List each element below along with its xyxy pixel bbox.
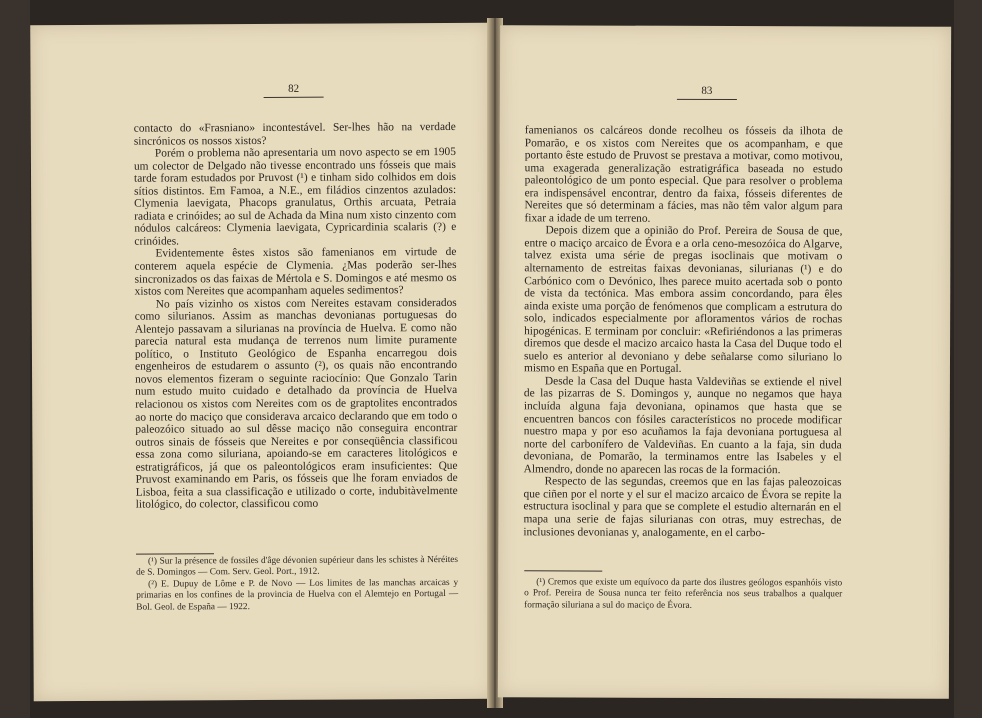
footnote-rule [136, 553, 214, 554]
paragraph: Evidentemente êstes xistos são famenianos em virtude de conterem aquela espécie de Clymenia. ¿Mas poderão ser-lhes sincronizados os das faixas de Mértola e S. Domingos e até mesmo os xistos com Nereites que acompanham aqueles sedimentos? [134, 246, 457, 298]
footnote: (²) E. Dupuy de Lôme e P. de Novo — Los limites de las manchas arcaicas y primarias en los confines de la provincia de Huelva con el Alemtejo en Portugal — Bol. Geol. de España — 1922. [136, 577, 459, 613]
paragraph: Desde la Casa del Duque hasta Valdeviñas se extiende el nivel de las pizarras de S. Domingos y, aunque no negamos que haya incluída alguna faja devoniana, opinamos que hasta que se encuentren bancos con fósiles característicos no procede modificar nuestro mapa y por eso acuñamos la faja devoniana portuguesa al norte del carbonífero de Valdeviñas. En cuanto a la faja, sin duda devoniana, de Pomarão, la terminamos entre las Isabeles y el Almendro, donde no aparecen las rocas de la formación. [523, 375, 842, 476]
left-footnotes [136, 555, 458, 614]
paragraph: No país vizinho os xistos com Nereites estavam considerados como silurianos. Assim as manchas devonianas portuguesas do Alentejo passavam a silurianas na província de Huelva. E como não parecia natural esta mudança de terrenos num limite puramente político, o Instituto Geológico de Espanha encarregou dois engenheiros de estudarem o assunto (²), os quais não encontrando novos elementos fizeram o seguinte raciocínio: Que Gonzalo Tarin num estudo muito cuidado e detalhado da província de Huelva relacionou os xistos com Nereites com os de graptolites encontrados ao norte do maciço que considerava arcaico declarando que em todo o paleozóico situado ao sul dêsse maciço não conseguira encontrar outros sinais de fósseis que Nereites e por conseqüência classificou essa zona como siluriana, apoiando-se em caracteres litológicos e estratigráficos, já que os paleontológicos eram insuficientes: Que Pruvost examinando em Paris, os fósseis que lhe foram enviados de Lisboa, feita a sua classificação e utilizado o corte, indubitàvelmente litológico, do colector, classificou como [134, 296, 458, 512]
paragraph: Porém o problema não apresentaria um novo aspecto se em 1905 um colector de Delgado não tivesse encontrado uns fósseis que mais tarde foram estudados por Pruvost (¹) e tinham sido colhidos em dois sítios distintos. Em Famoa, a N.E., em filádios cinzentos azulados: Clymenia laevigata, Phacops granulatus, Orthis arcuata, Petraia radiata e crinóides; ao sul de Achada da Mina num xisto cinzento com nódulos calcáreos: Clymenia laevigata, Cypricardinia scalaris (?) e crinóides. [133, 146, 457, 248]
right-footnotes [524, 577, 842, 612]
paragraph: famenianos os calcáreos donde recolheu os fósseis da ilhota de Pomarão, e os xistos com Nereites que os acompanham, e que portanto êste estudo de Pruvost se prestava a motivar, como motivou, uma exagerada generalização estratigráfica baseada no estudo paleontológico de um ponto especial. Que para resolver o problema era indispensável encontrar, dentro da faixa, fósseis diferentes de Nereites que só determinam a fácies, mas não têm valor algum para fixar a idade de um terreno. [524, 124, 843, 225]
left-body-text [134, 121, 458, 512]
background-right [954, 0, 982, 718]
left-page [30, 23, 493, 701]
paragraph: Depois dizem que a opinião do Prof. Pereira de Sousa de que, entre o maciço arcaico de Évora e a orla ceno-mesozóica do Algarve, talvez exista uma série de pregas isoclinais que motivam o alternamento de estreitas faixas devonianas, silurianas (¹) e do Carbónico com o Devónico, lhes parece muito acertada sob o ponto de vista da tectónica. Mas embora assim concordando, para êles ainda existe uma porção de fenómenos que complicam a estrutura do solo, indicados especialmente por afloramentos vários de rochas hipogénicas. E terminam por concluir: «Refiriéndonos a las primeras diremos que desde el macizo arcaico hasta la Casa del Duque todo el suelo es anterior al devoniano y debe señalarse como siluriano lo mismo en España que en Portugal. [523, 224, 843, 376]
background-left [0, 0, 30, 718]
page-number-right: 83 [677, 84, 737, 100]
footnote-rule [524, 570, 602, 571]
right-page [498, 25, 951, 699]
paragraph: Respecto de las segundas, creemos que en las fajas paleozoicas que ciñen por el norte y el sur el macizo arcaico de Évora se repite la estructura isoclinal y para que se complete el estudio alternarán en el mapa una serie de fajas silurianas con otras, muy estrechas, de inclusiones devonianas y, analogamente, en el carbo- [523, 475, 842, 539]
footnote: (¹) Cremos que existe um equívoco da parte dos ilustres geólogos espanhóis visto o Prof. Pereira de Sousa nunca ter feito referência nos seus trabalhos a qualquer formação siluriana a sul do maciço de Évora. [524, 577, 843, 611]
right-body-text [523, 124, 842, 539]
paragraph: contacto do «Frasniano» incontestável. Ser-lhes hão na verdade sincrónicos os nossos xistos? [133, 120, 456, 148]
footnote: (¹) Sur la présence de fossiles d'âge dévonien supérieur dans les schistes à Néréites de S. Domingos — Com. Serv. Geol. Port., 1912. [136, 554, 459, 579]
page-number-left: 82 [264, 82, 324, 98]
